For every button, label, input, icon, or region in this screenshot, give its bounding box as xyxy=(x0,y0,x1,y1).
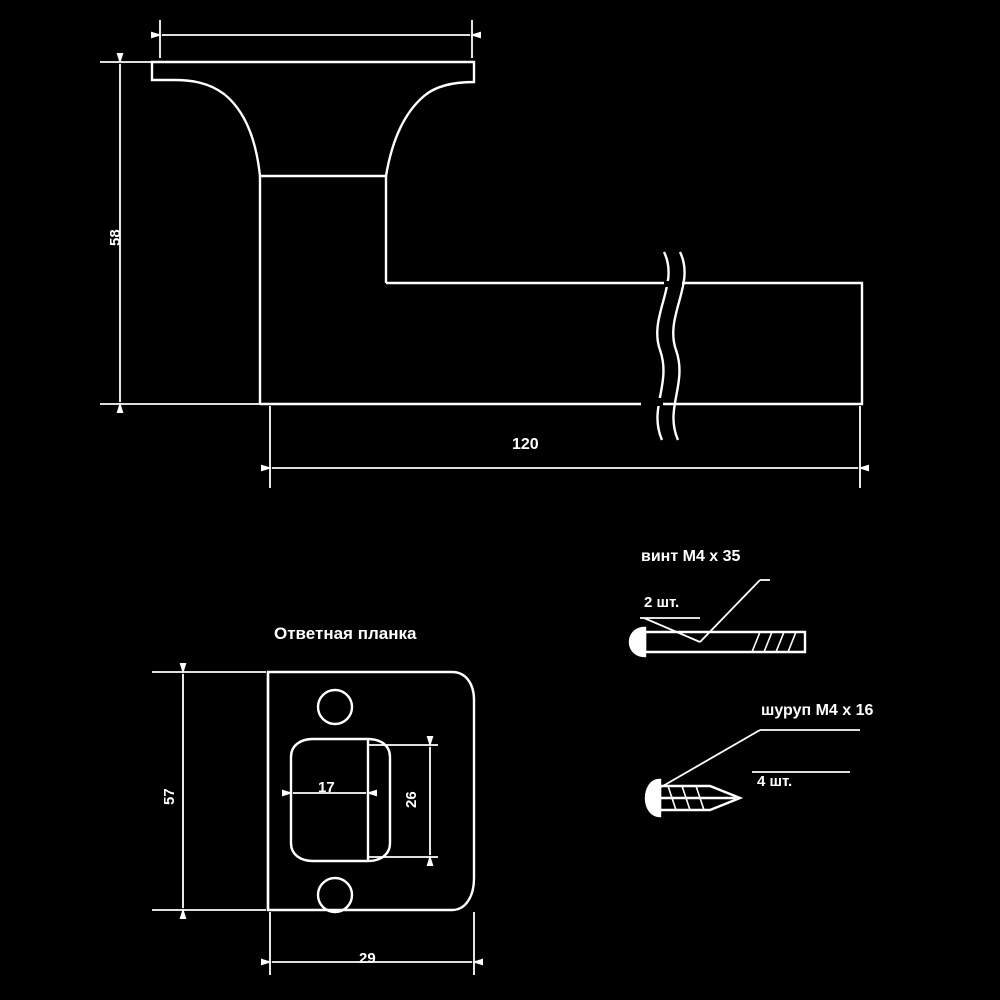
screw-quantity-label: 2 шт. xyxy=(644,594,680,611)
dimension-label-cutout-height: 26 xyxy=(403,791,420,808)
dimension-label-handle-length: 120 xyxy=(512,436,539,453)
screw-illustration xyxy=(630,628,805,656)
dimension-width-60 xyxy=(160,20,472,58)
strike-plate-outline xyxy=(268,672,474,910)
self-tapping-screw-label: шуруп M4 x 16 xyxy=(761,702,874,719)
dimension-label-handle-height: 58 xyxy=(107,229,124,246)
strike-plate-title: Ответная планка xyxy=(274,624,417,643)
strike-plate-screw-holes xyxy=(318,690,352,912)
dimension-label-cutout-width: 17 xyxy=(318,779,335,796)
break-line-symbol xyxy=(657,252,684,440)
dimension-height-58 xyxy=(100,62,262,404)
dimension-label-plate-height: 57 xyxy=(161,788,178,805)
strike-plate-latch-cutout xyxy=(291,739,390,861)
self-tapping-screw-illustration xyxy=(646,780,740,816)
self-tapping-screw-quantity-label: 4 шт. xyxy=(757,773,793,790)
dimension-label-plate-width: 29 xyxy=(359,950,376,967)
screw-label: винт M4 x 35 xyxy=(641,548,741,565)
dimension-length-120 xyxy=(270,406,860,488)
handle-side-view-outline xyxy=(152,62,862,404)
